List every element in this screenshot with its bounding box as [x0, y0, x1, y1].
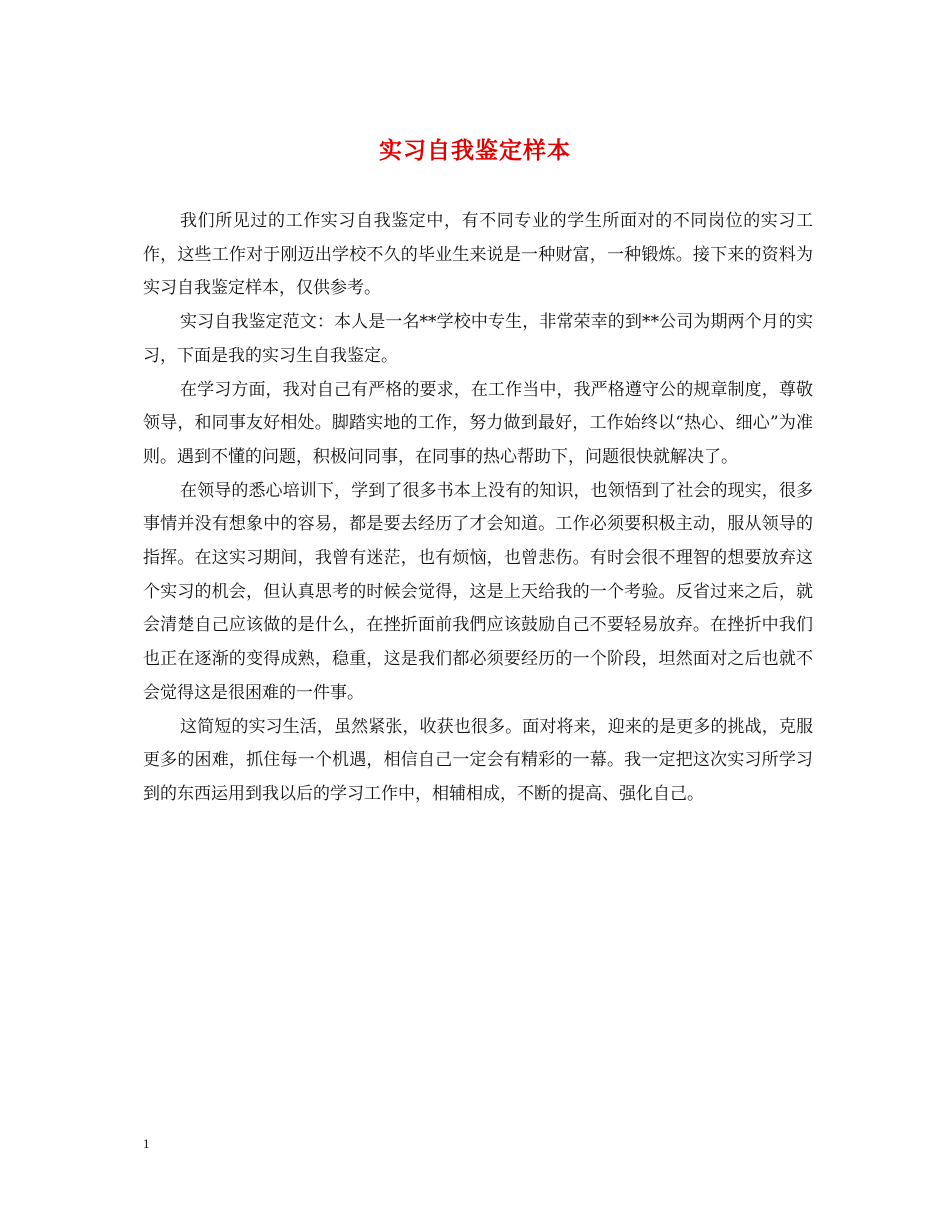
paragraph-conclusion: 这简短的实习生活，虽然紧张，收获也很多。面对将来，迎来的是更多的挑战，克服更多的困难，抓住每一个机遇，相信自己一定会有精彩的一幕。我一定把这次实习所学习到的东西运用到我以后的学习工作中，相辅相成，不断的提高、强化自己。 — [143, 716, 813, 804]
paragraph-sample-opening: 实习自我鉴定范文：本人是一名**学校中专生，非常荣幸的到**公司为期两个月的实习，下面是我的实习生自我鉴定。 — [143, 312, 813, 366]
page-number: 1 — [143, 1136, 150, 1151]
paragraph-intro: 我们所见过的工作实习自我鉴定中，有不同专业的学生所面对的不同岗位的实习工作，这些工作对于刚迈出学校不久的毕业生来说是一种财富，一种锻炼。接下来的资料为实习自我鉴定样本，仅供参考。 — [143, 211, 813, 299]
document-body — [143, 205, 813, 812]
document-title: 实习自我鉴定样本 — [379, 137, 571, 164]
paragraph-study-attitude: 在学习方面，我对自己有严格的要求，在工作当中，我严格遵守公的规章制度，尊敬领导，和同事友好相处。脚踏实地的工作，努力做到最好，工作始终以“热心、细心”为准则。遇到不懂的问题，积极问同事，在同事的热心帮助下，问题很快就解决了。 — [143, 379, 813, 467]
paragraph-training-experience: 在领导的悉心培训下，学到了很多书本上没有的知识，也领悟到了社会的现实，很多事情并没有想象中的容易，都是要去经历了才会知道。工作必须要积极主动，服从领导的指挥。在这实习期间，我曾有迷茫，也有烦恼，也曾悲伤。有时会很不理智的想要放弃这个实习的机会，但认真思考的时候会觉得，这是上天给我的一个考验。反省过来之后，就会清楚自己应该做的是什么，在挫折面前我們应该鼓励自己不要轻易放弃。在挫折中我们也正在逐渐的变得成熟，稳重，这是我们都必须要经历的一个阶段，坦然面对之后也就不会觉得这是很困难的一件事。 — [143, 480, 813, 703]
